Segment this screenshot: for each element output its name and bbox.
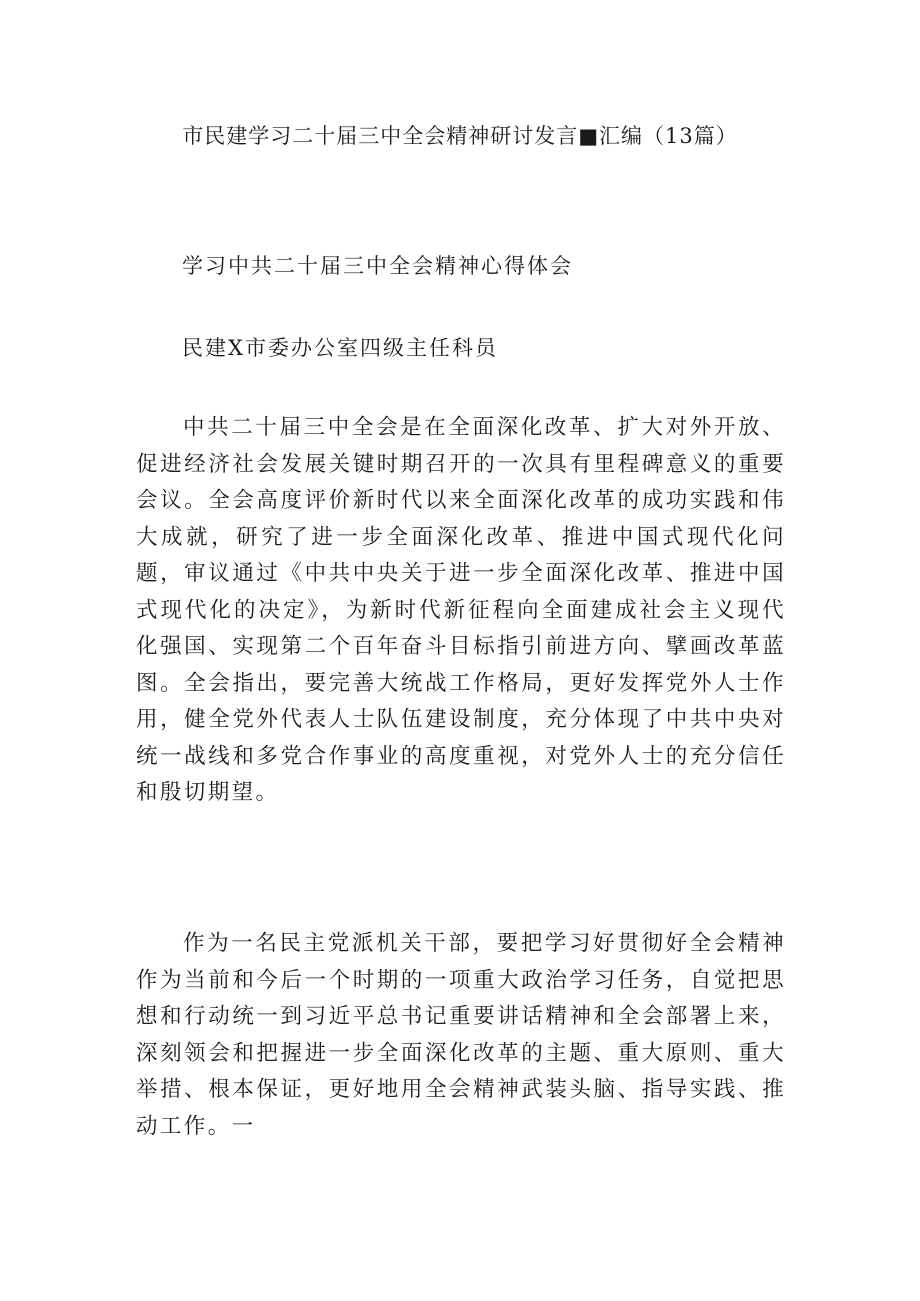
body-paragraph: 作为一名民主党派机关干部，要把学习好贯彻好全会精神作为当前和今后一个时期的一项重大政治学习任务，自觉把思想和行动统一到习近平总书记重要讲话精神和全会部署上来，深刻领会和把握进一步全面深化改革的主题、重大原则、重大举措、根本保证，更好地用全会精神武装头脑、指导实践、推动工作。一 [136,931,786,1139]
author-line: 民建X市委办公室四级主任科员 [182,336,498,360]
article-heading: 学习中共二十届三中全会精神心得体会 [182,254,573,278]
document-title: 市民建学习二十届三中全会精神研讨发言■汇编（13篇） [182,124,738,148]
body-paragraph: 中共二十届三中全会是在全面深化改革、扩大对外开放、促进经济社会发展关键时期召开的一次具有里程碑意义的重要会议。全会高度评价新时代以来全面深化改革的成功实践和伟大成就，研究了进一步全面深化改革、推进中国式现代化问题，审议通过《中共中央关于进一步全面深化改革、推进中国式现代化的决定》，为新时代新征程向全面建成社会主义现代化强国、实现第二个百年奋斗目标指引前进方向、擘画改革蓝图。全会指出，要完善大统战工作格局，更好发挥党外人士作用，健全党外代表人士队伍建设制度，充分体现了中共中央对统一战线和多党合作事业的高度重视，对党外人士的充分信任和殷切期望。 [136,415,786,805]
